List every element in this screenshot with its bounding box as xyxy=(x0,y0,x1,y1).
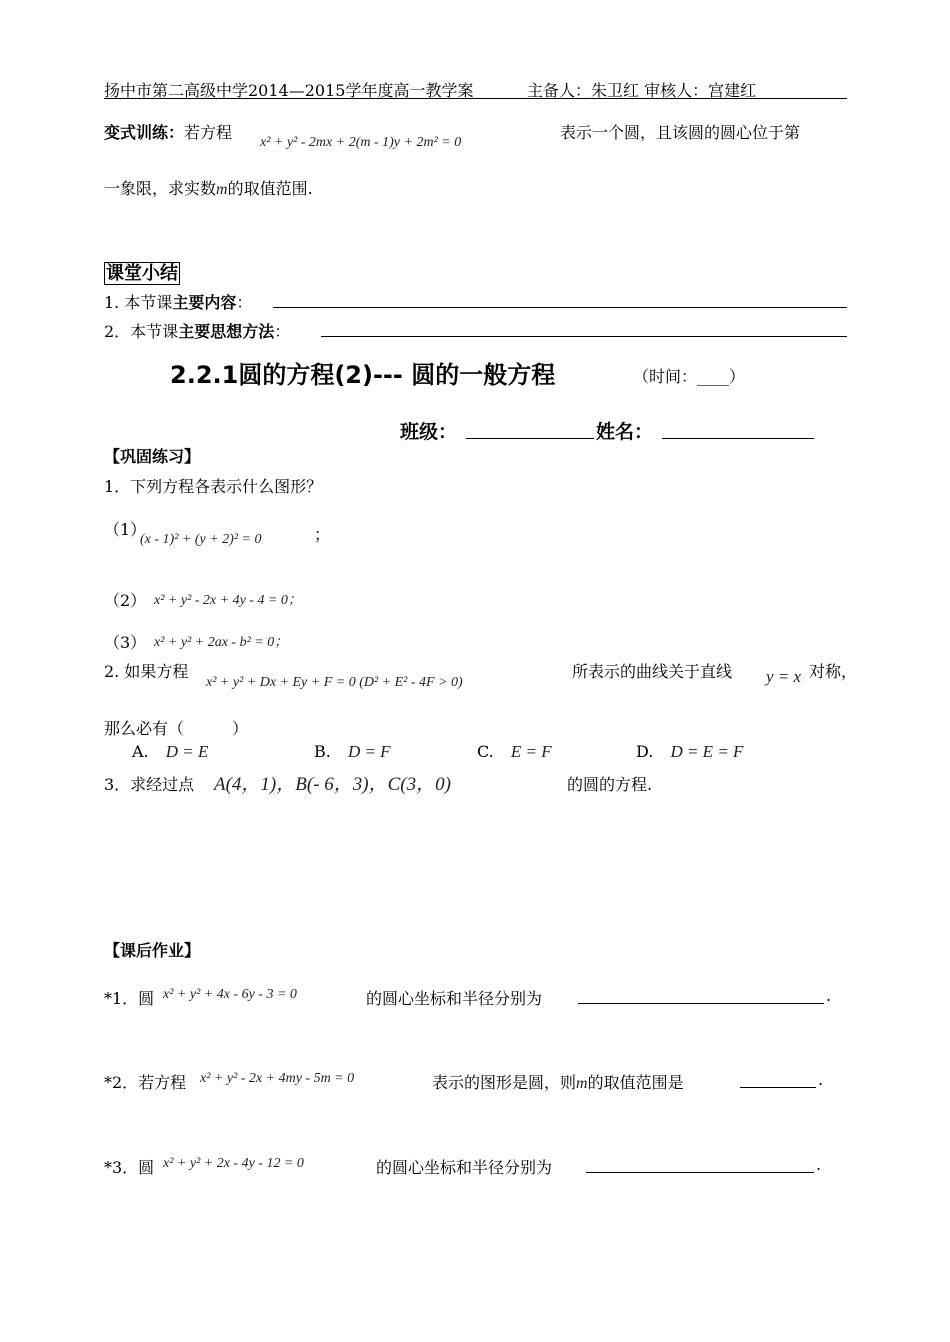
variant-post: 表示一个圆，且该圆的圆心位于第 xyxy=(560,123,801,142)
practice-q1-3-equation: x² + y² + 2ax - b² = 0； xyxy=(154,635,289,650)
homework-h3-post: 的圆心坐标和半径分别为 xyxy=(376,1158,553,1177)
section-time: （时间：____） xyxy=(633,367,746,386)
practice-heading: 【巩固练习】 xyxy=(104,447,201,466)
homework-h2-equation: x² + y² - 2x + 4my - 5m = 0 xyxy=(200,1071,355,1086)
homework-h1-pre: *1．圆 xyxy=(104,989,155,1008)
summary-item-2: 2．本节课主要思想方法： xyxy=(104,322,291,341)
homework-h2-pre: *2．若方程 xyxy=(104,1073,187,1092)
section-title: 2.2.1圆的方程(2)--- 圆的一般方程 xyxy=(170,361,556,389)
homework-h2-blank[interactable] xyxy=(740,1087,816,1088)
name-blank[interactable] xyxy=(662,438,814,439)
header-rule xyxy=(104,98,847,99)
variant-line2-pre: 一象限，求实数 xyxy=(104,179,217,198)
practice-q2-line2: 那么必有（ ） xyxy=(104,719,249,738)
header-school: 扬中市第二高级中学2014—2015学年度高一教学案 xyxy=(104,81,474,100)
variant-line-2 xyxy=(104,176,313,199)
summary-blank-1[interactable] xyxy=(273,307,847,308)
practice-q2-equation: x² + y² + Dx + Ey + F = 0 (D² + E² - 4F > 0) xyxy=(206,675,463,690)
practice-q1-3-label: （3） xyxy=(104,633,147,652)
class-blank[interactable] xyxy=(466,438,594,439)
variant-equation: x² + y² - 2mx + 2(m - 1)y + 2m² = 0 xyxy=(260,135,462,150)
homework-h2-end: . xyxy=(818,1070,824,1089)
homework-h3-equation: x² + y² + 2x - 4y - 12 = 0 xyxy=(163,1156,304,1171)
homework-h1-post: 的圆心坐标和半径分别为 xyxy=(366,989,543,1008)
practice-q1-1-label: （1） xyxy=(104,520,147,539)
practice-q2-post: 对称， xyxy=(809,662,858,681)
option-d[interactable]: D. D = E = F xyxy=(636,742,744,761)
practice-q1-2-label: （2） xyxy=(104,591,147,610)
practice-q2-mid: 所表示的曲线关于直线 xyxy=(572,662,733,681)
practice-q3-points: A(4，1)，B(- 6，3)，C(3，0) xyxy=(214,774,451,795)
variant-label: 变式训练： xyxy=(104,123,185,142)
option-c[interactable]: C. E = F xyxy=(477,742,552,761)
practice-q1: 1．下列方程各表示什么图形？ xyxy=(104,477,323,496)
summary-item-2-bold: 主要思想方法 xyxy=(178,322,275,341)
header-staff: 主备人：朱卫红 审核人：宫建红 xyxy=(527,81,757,100)
practice-q1-1-equation: (x - 1)² + (y + 2)² = 0 xyxy=(140,532,262,547)
homework-h1-equation: x² + y² + 4x - 6y - 3 = 0 xyxy=(163,987,297,1002)
option-a[interactable]: A. D = E xyxy=(132,742,209,761)
variant-line-1 xyxy=(104,120,232,143)
homework-h3-blank[interactable] xyxy=(586,1172,814,1173)
practice-q1-1-end: ； xyxy=(314,525,331,544)
homework-h2-var: m xyxy=(576,1075,588,1092)
summary-title: 课堂小结 xyxy=(106,263,178,284)
option-b[interactable]: B. D = F xyxy=(314,742,391,761)
practice-q3-pre: 3．求经过点 xyxy=(104,775,195,794)
homework-h3-pre: *3．圆 xyxy=(104,1158,155,1177)
practice-q2-line: y = x xyxy=(766,667,802,686)
summary-item-1: 1. 本节课主要内容： xyxy=(104,293,253,312)
variant-var: m xyxy=(216,181,228,198)
name-label: 姓名： xyxy=(596,421,654,443)
practice-q3-post: 的圆的方程. xyxy=(567,775,653,794)
practice-q2-pre: 2. 如果方程 xyxy=(104,662,189,681)
homework-h2-mid: 表示的图形是圆，则m的取值范围是 xyxy=(432,1073,684,1092)
summary-blank-2[interactable] xyxy=(321,336,847,337)
variant-pre: 若方程 xyxy=(184,123,233,142)
homework-heading: 【课后作业】 xyxy=(104,941,201,960)
homework-h3-end: . xyxy=(816,1155,822,1174)
homework-h1-blank[interactable] xyxy=(578,1003,824,1004)
variant-line2-post: 的取值范围. xyxy=(227,179,313,198)
class-label: 班级： xyxy=(400,421,458,443)
homework-h1-end: . xyxy=(826,986,832,1005)
summary-item-1-bold: 主要内容 xyxy=(172,293,237,312)
practice-q1-2-equation: x² + y² - 2x + 4y - 4 = 0； xyxy=(154,593,302,608)
